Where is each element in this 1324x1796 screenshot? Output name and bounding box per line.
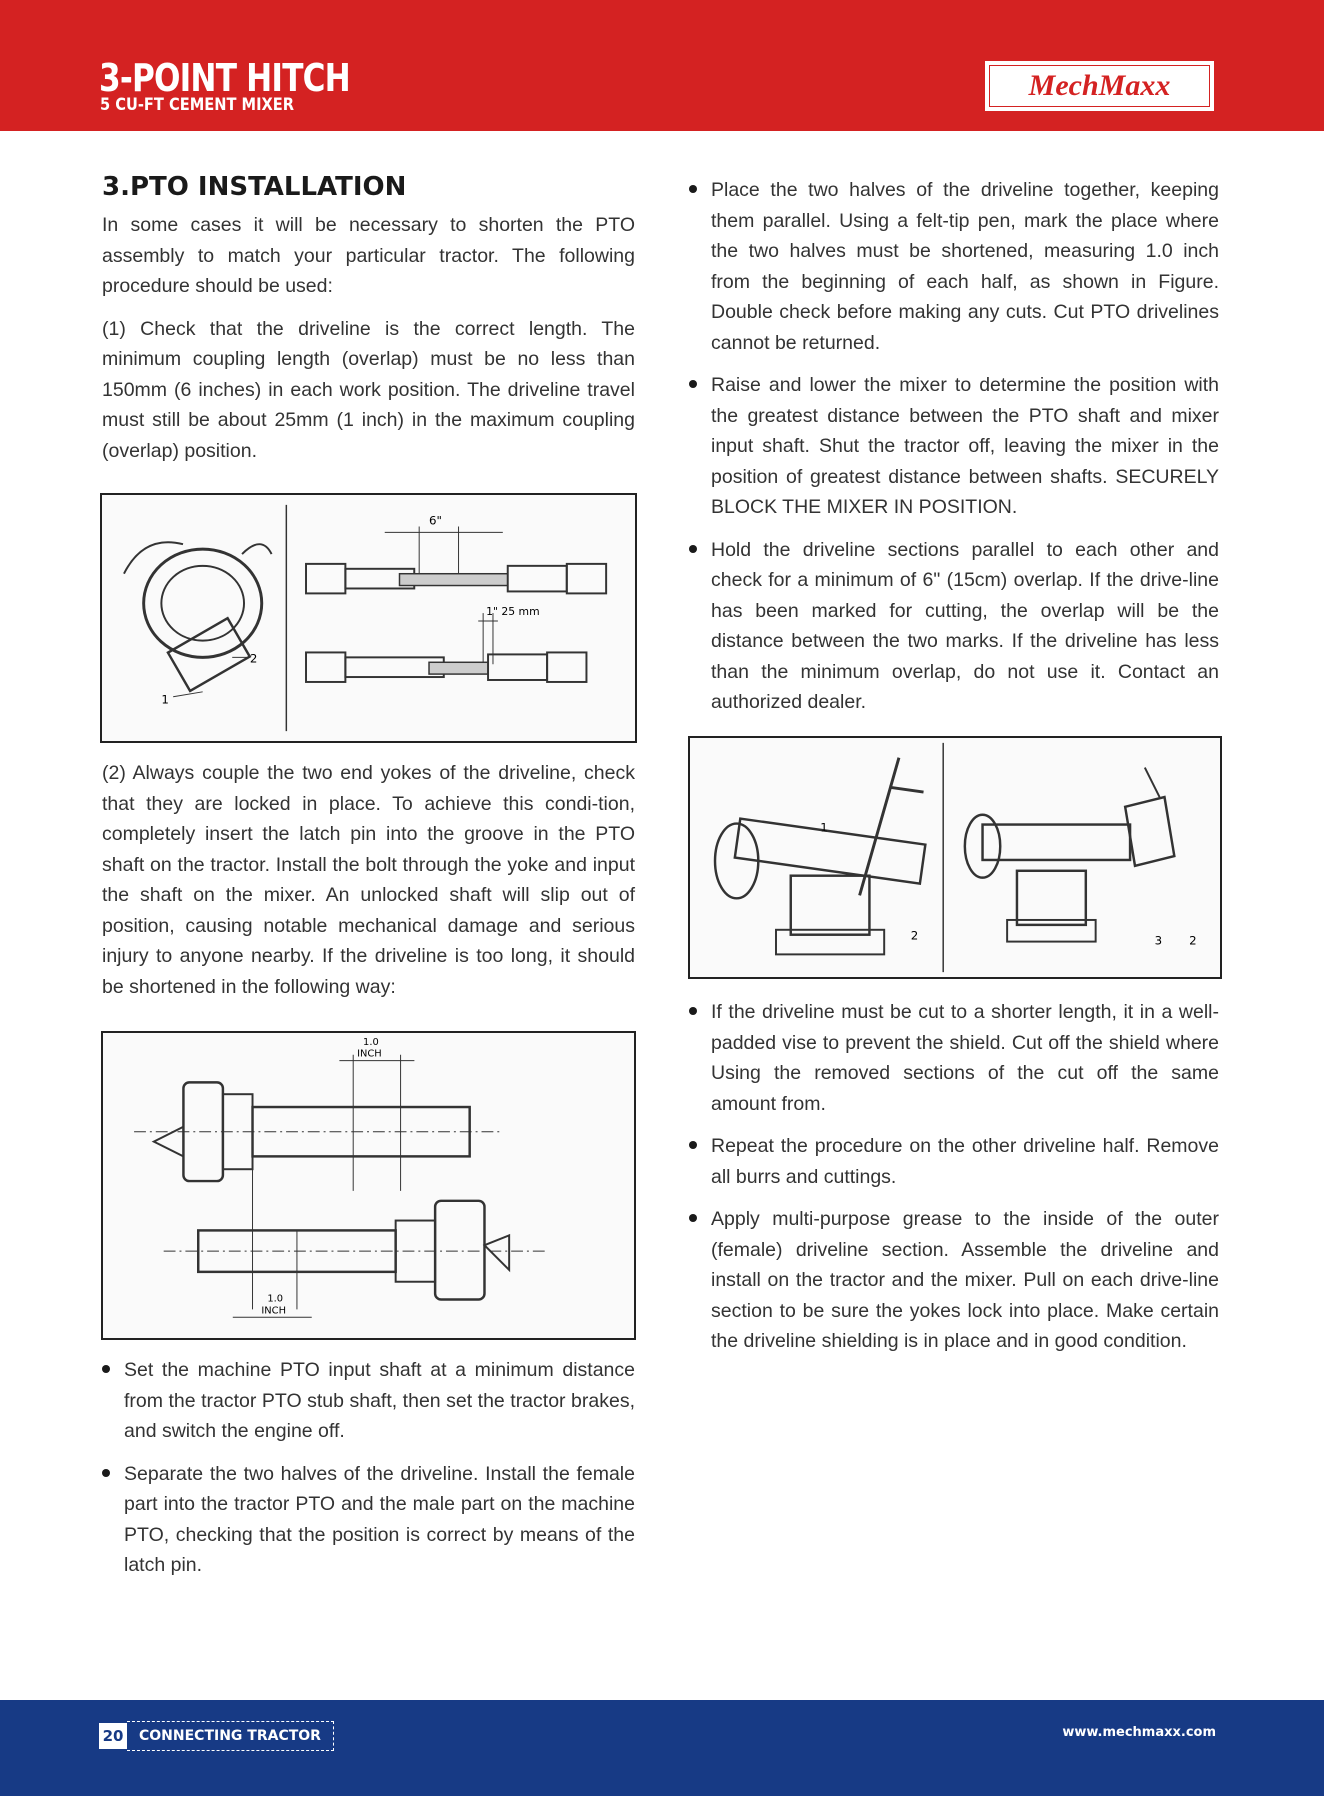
fig2-dim-bottom-value: 1.0 — [267, 1293, 284, 1305]
fig3-callout-1: 1 — [820, 820, 828, 835]
fig2-dim-top-unit: INCH — [357, 1048, 382, 1060]
figure-marking-shafts — [101, 1031, 636, 1340]
header-title: 3-POINT HITCH — [99, 56, 350, 100]
bullet-item: Separate the two halves of the driveline. Install the female part into the tractor PTO and the male part on the machine PTO, checking that the position is correct by means of the latch pin. — [102, 1459, 635, 1581]
page-number: 20 — [99, 1723, 127, 1749]
figure-cutting-shield — [688, 736, 1222, 979]
cutting-shield-diagram — [690, 738, 1220, 977]
driveline-overlap-diagram — [102, 495, 635, 741]
fig3-callout-2: 2 — [910, 928, 919, 943]
marking-shafts-diagram — [103, 1033, 634, 1338]
step2-paragraph: (2) Always couple the two end yokes of the driveline, check that they are locked in place. To achieve this condi-tion, completely insert the latch pin into the groove in the PTO shaft on the tractor. Install the bolt through the yoke and input the shaft on the mixer. An unlocked shaft will slip out of position, causing notable mechanical damage and serious injury to anyone nearby. If the driveline is too long, it should be shortened in the following way: — [102, 762, 635, 998]
left-column-top — [102, 170, 635, 478]
intro-paragraph: In some cases it will be necessary to shorten the PTO assembly to match your particular tractor. The following procedure should be used: — [102, 214, 635, 297]
left-column-middle — [102, 758, 635, 1014]
bullet-item: Hold the driveline sections parallel to each other and check for a minimum of 6" (15cm) overlap. If the drive-line has been marked for cutting, the overlap will be the distance between the two marks. If the driveline has less than the minimum overlap, do not use it. Contact an authorized dealer. — [689, 535, 1219, 718]
fig3-callout-3: 3 — [1154, 933, 1163, 948]
bullet-item: Repeat the procedure on the other driveline half. Remove all burrs and cuttings. — [689, 1131, 1219, 1192]
step1-paragraph: (1) Check that the driveline is the correct length. The minimum coupling length (overlap) must be no less than 150mm (6 inches) in each work position. The driveline travel must still be about 25mm (1 inch) in the maximum coupling (overlap) position. — [102, 317, 635, 462]
bullet-item: Place the two halves of the driveline together, keeping them parallel. Using a felt-tip pen, mark the place where the two halves must be shortened, measuring 1.0 inch from the beginning of each half, as shown in Figure. Double check before making any cuts. Cut PTO drivelines cannot be returned. — [689, 175, 1219, 358]
bullet-item: Raise and lower the mixer to determine the position with the greatest distance between the PTO shaft and mixer input shaft. Shut the tractor off, leaving the mixer in the position of greatest distance between shafts. SECURELY BLOCK THE MIXER IN POSITION. — [689, 370, 1219, 523]
bullet-item: Apply multi-purpose grease to the inside of the outer (female) driveline section. Assemble the driveline and install on the tractor and the mixer. Pull on each drive-line section to be sure the yokes lock into place. Make certain the driveline shielding is in place and in good condition. — [689, 1204, 1219, 1357]
right-column-bottom — [689, 997, 1219, 1369]
chapter-label: CONNECTING TRACTOR — [127, 1721, 334, 1751]
fig1-dim-top: 6" — [429, 513, 442, 528]
fig1-callout-2: 2 — [249, 651, 258, 666]
section-heading: 3.PTO INSTALLATION — [102, 172, 407, 202]
fig2-dim-top-value: 1.0 — [363, 1036, 379, 1048]
left-column-bullets — [102, 1355, 635, 1593]
fig1-dim-bottom: 1" 25 mm — [486, 605, 540, 619]
fig1-callout-1: 1 — [161, 692, 169, 707]
brand-logo — [983, 59, 1216, 113]
right-column-top — [689, 175, 1219, 730]
website-link[interactable]: www.mechmaxx.com — [1062, 1725, 1216, 1740]
fig3-callout-4: 2 — [1189, 933, 1197, 948]
header-subtitle: 5 CU-FT CEMENT MIXER — [100, 95, 295, 115]
figure-driveline-overlap — [100, 493, 637, 743]
brand-logo-text: MechMaxx — [989, 65, 1210, 107]
bullet-item: Set the machine PTO input shaft at a minimum distance from the tractor PTO stub shaft, then set the tractor brakes, and switch the engine off. — [102, 1355, 635, 1447]
fig2-dim-bottom-unit: INCH — [261, 1305, 286, 1317]
bullet-item: If the driveline must be cut to a shorter length, it in a well-padded vise to prevent the shield. Cut off the shield where Using the removed sections of the cut off the same amount from. — [689, 997, 1219, 1119]
